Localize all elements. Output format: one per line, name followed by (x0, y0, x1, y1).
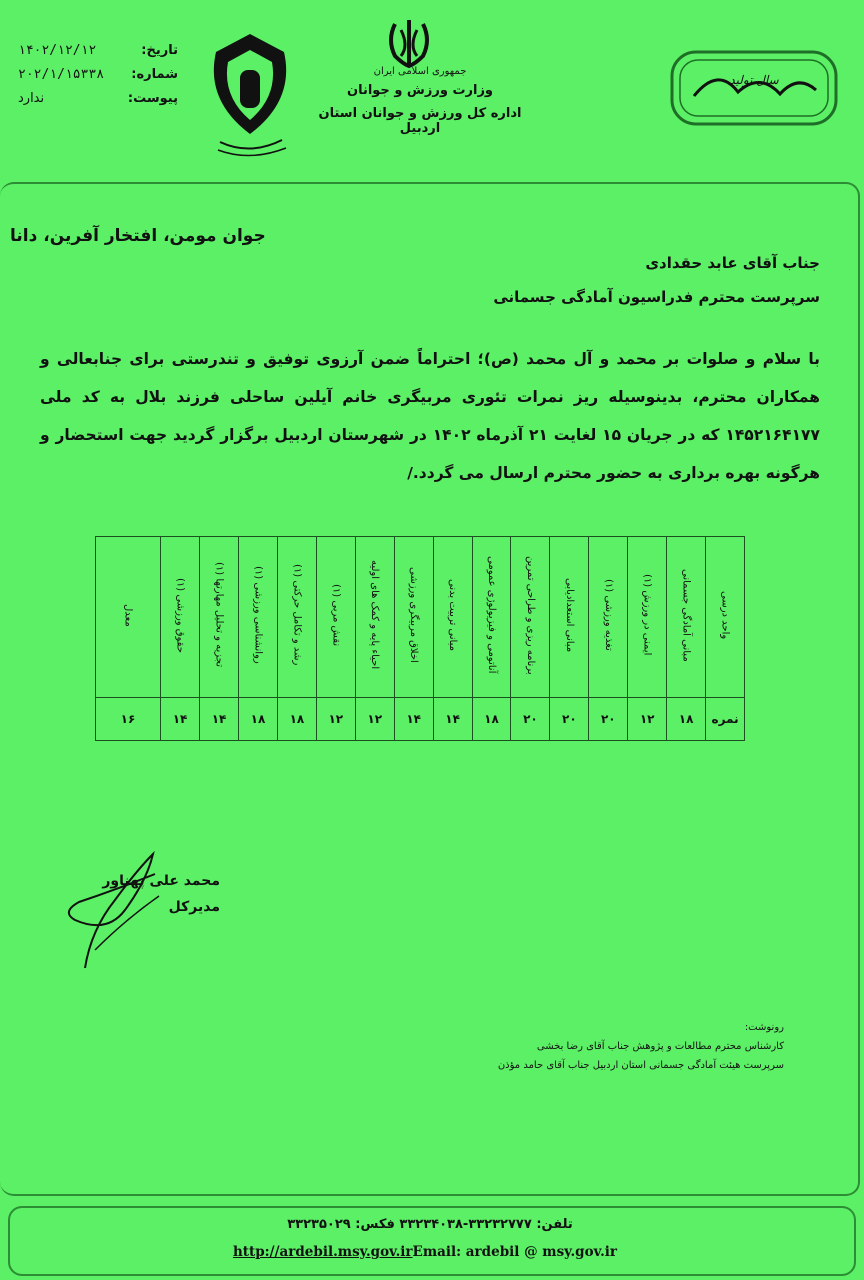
score-cell: ۱۲ (316, 698, 355, 741)
recipient-block (493, 246, 820, 314)
course-cell (589, 537, 628, 698)
average-label: معدل (122, 603, 134, 627)
carbon-copy-list (424, 1018, 784, 1075)
score-cell: ۲۰ (589, 698, 628, 741)
course-cell (628, 537, 667, 698)
score-cell: ۱۲ (628, 698, 667, 741)
score-cell: ۲۰ (511, 698, 550, 741)
attachment-row (18, 86, 178, 110)
number-label: شماره: (131, 66, 178, 82)
ministry-heading (300, 66, 540, 136)
score-cell: ۱۲ (355, 698, 394, 741)
grades-header-label-cell (706, 537, 745, 698)
course-name: رشد و تکامل حرکتی (۱) (291, 564, 303, 666)
youth-organization-logo (200, 30, 300, 160)
score-cell: ۲۰ (550, 698, 589, 741)
course-cell (550, 537, 589, 698)
course-name: نقش مربی (۱) (330, 583, 342, 647)
course-name: آناتومی و فیزیولوژی عمومی (486, 556, 497, 674)
score-cell: ۱۸ (239, 698, 278, 741)
country-name: جمهوری اسلامی ایران (373, 66, 467, 77)
course-cell (239, 537, 278, 698)
score-cell: ۱۴ (394, 698, 433, 741)
course-cell (511, 537, 550, 698)
course-header-label: واحد درسی (719, 590, 731, 640)
course-name: مبانی تربیت بدنی (447, 579, 459, 651)
course-cell (667, 537, 706, 698)
course-cell (316, 537, 355, 698)
course-cell (394, 537, 433, 698)
date-row (18, 38, 178, 62)
signer-position: مدیرکل (168, 899, 220, 915)
signer-block (100, 868, 220, 920)
cc-line: کارشناس محترم مطالعات و پژوهش جناب آقای رضا بخشی (536, 1041, 784, 1052)
course-cell (472, 537, 511, 698)
number-value: ۲۰۲/۱/۱۵۳۳۸ (18, 66, 105, 82)
score-cell: ۱۴ (200, 698, 239, 741)
course-name: روانشناسی ورزشی (۱) (252, 566, 264, 664)
number-row (18, 62, 178, 86)
score-cell: ۱۸ (472, 698, 511, 741)
slogan-text: سال تولید (729, 73, 779, 87)
signer-name: محمد علی پهناور (102, 873, 220, 889)
course-name: تغذیه ورزشی (۱) (602, 579, 614, 651)
course-name: تجزیه و تحلیل مهارتها (۱) (213, 562, 225, 668)
letter-text: با سلام و صلوات بر محمد و آل محمد (ص)؛ احتراماً ضمن آرزوی توفیق و تندرستی برای جنابعالی و همکاران محترم، بدینوسیله ریز نمرات تئوری مربیگری خانم آیلین ساحلی فرزند بلال به کد ملی ۱۴۵۲۱۶۴۱۷۷ که در جریان ۱۵ لغایت ۲۱ آذرماه ۱۴۰۲ در شهرستان اردبیل برگزار گردید جهت استحضار و هرگونه بهره برداری به حضور محترم ارسال می گردد./ (40, 350, 820, 482)
course-name: حقوق ورزشی (۱) (174, 577, 186, 653)
attachment-value: ندارد (18, 90, 45, 106)
recipient-title: سرپرست محترم فدراسیون آمادگی جسمانی (493, 288, 820, 306)
website-link[interactable]: http://ardebil.msy.gov.ir (232, 1244, 413, 1260)
motto: جوان مومن، افتخار آفرین، دانا (10, 226, 266, 246)
year-slogan-logo (668, 46, 840, 130)
grades-header-row (96, 537, 745, 698)
score-label-cell: نمره (706, 698, 745, 741)
cc-label: رونوشت: (744, 1022, 784, 1033)
average-score-cell: ۱۶ (96, 698, 161, 741)
course-cell (433, 537, 472, 698)
course-name: ایمنی در ورزش (۱) (641, 574, 653, 656)
cc-line: سرپرست هیئت آمادگی جسمانی استان اردبیل جناب آقای حامد مؤذن (497, 1060, 784, 1071)
score-cell: ۱۸ (277, 698, 316, 741)
grades-table (95, 536, 745, 740)
course-cell (200, 537, 239, 698)
email-address: Email: ardebil @ msy.gov.ir (412, 1244, 618, 1260)
letter-meta (18, 38, 178, 110)
contact-web (205, 1244, 645, 1260)
score-cell: ۱۸ (667, 698, 706, 741)
attachment-label: پیوست: (127, 90, 178, 106)
date-label: تاریخ: (141, 42, 178, 58)
course-name: برنامه ریزی و طراحی تمرین (524, 555, 536, 675)
ministry-name: وزارت ورزش و جوانان (346, 83, 494, 98)
grades-score-row (96, 698, 745, 741)
recipient-name: جناب آقای عابد حقدادی (645, 254, 820, 272)
course-name: مبانی استعدادیابی (563, 577, 575, 653)
average-cell (96, 537, 161, 698)
course-name: اخلاق مربیگری ورزشی (408, 567, 420, 663)
course-name: احیاء پایه و کمک های اولیه (369, 560, 381, 670)
date-value: ۱۴۰۲/۱۲/۱۲ (18, 42, 97, 58)
iran-emblem-icon (385, 16, 433, 70)
course-cell (355, 537, 394, 698)
course-cell (277, 537, 316, 698)
score-cell: ۱۴ (433, 698, 472, 741)
score-cell: ۱۴ (161, 698, 200, 741)
course-cell (161, 537, 200, 698)
contact-phone: تلفن: ۳۳۲۳۲۷۷۷-۳۳۲۳۴۰۳۸ فکس: ۳۳۲۳۵۰۲۹ (287, 1217, 573, 1232)
course-name: مبانی آمادگی جسمانی (680, 568, 692, 662)
office-name: اداره کل ورزش و جوانان استان اردبیل (318, 106, 522, 136)
